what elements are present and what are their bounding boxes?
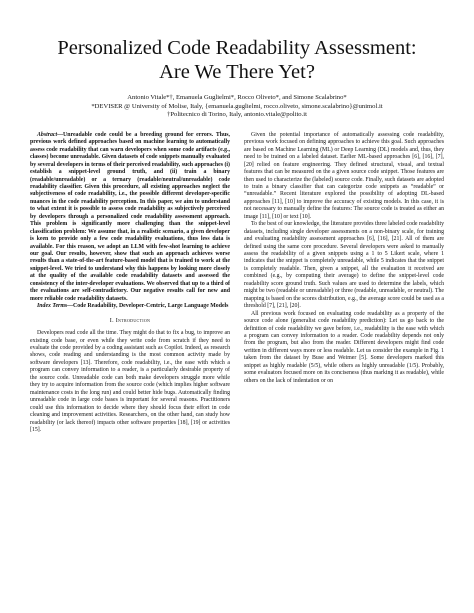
right-paragraph-3: All previous work focused on evaluating code readability as a property of the source code alone (generalist code readability prediction): Let us go back to the definition of code readability we gave before, i.e., readability is the ease with which a program can convey information to a reader. Code readability depends not only from the program, but also from the reader. Different developers might find code written in different ways more or less readable. Let us consider the example in Fig. 1 taken from the dataset by Buse and Weimer [5]. Some developers marked this snippet as highly readable (5/5), while others as highly unreadable (1/5). Probably, some evaluators focused more on its conciseness (thus marking it as readable), while others on the lack of indentation or on	[244, 310, 444, 384]
abstract-lead: Abstract	[37, 131, 58, 138]
author-names: Antonio Vitale*†, Emanuela Guglielmi*, Rocco Oliveto*, and Simone Scalabrino*	[127, 94, 347, 101]
intro-paragraph-1: Developers read code all the time. They might do that to fix a bug, to improve an existing code base, or even while they write code from scratch if they need to evaluate the code provided by a coding assistant such as Copilot. Indeed, as research shows, code reading and understanding is the most common activity made by software developers [13]. Therefore, code readability, i.e., the ease with which a program can convey information to a reader, is a particularly desirable property of the source code. Unreadable code can both make developers struggle more while they try to acquire information from the source code (which implies higher software maintenance costs in the long run) and could better hide bugs. Automatically finding unreadable code in large code bases is important for several reasons. Practitioners could use this information to decide where they should focus their effort in code cleaning and improvement activities. Researchers, on the other hand, can study how readability (or lack thereof) impacts other software properties [18], [19] or activities [15].	[30, 330, 230, 433]
index-terms	[30, 303, 230, 310]
affiliation-2: †Politecnico di Torino, Italy, antonio.vitale@polito.it	[167, 111, 307, 119]
affiliation-1: *DEVISER @ University of Molise, Italy, {emanuela.guglielmi, rocco.oliveto, simone.scalabrino}@unimol.it	[91, 102, 383, 110]
two-column-body	[30, 132, 444, 435]
abstract-text: —Unreadable code could be a breeding ground for errors. Thus, previous work defined approaches based on machine learning to automatically assess code readability that can warn developers when some code artifacts (e.g., classes) become unreadable. Given datasets of code snippets manually evaluated by several developers in terms of their perceived readability, such approaches (i) establish a snippet-level ground truth, and (ii) train a binary (readable/unreadable) or a ternary (readable/neutral/unreadable) code readability classifier. Given this procedure, all existing approaches neglect the subjectiveness of code readability, i.e., the possible different developer-specific nuances in the code readability perception. In this paper, we aim to understand to what extent it is possible to assess code readability as subjectively perceived by developers through a personalized code readability assessment approach. This problem is significantly more challenging than the snippet-level classification problem: We assume that, in a realistic scenario, a given developer is keen to provide only a few code readability evaluations, thus less data is available. For this reason, we adopt an LLM with few-shot learning to achieve our goal. Our results, however, show that such an approach achieves worse results than a state-of-the-art feature-based model that is trained to work at the snippet-level. We tried to understand why this happens by looking more closely at the quality of the available code readability datasets and assessed the consistency of the inter-developer evaluations. We observed that up to a third of the evaluations are self-contradictory. Our negative results call for new and more reliable code readability datasets.	[30, 131, 230, 302]
right-column	[244, 132, 444, 435]
left-column	[30, 132, 230, 435]
abstract	[30, 132, 230, 303]
right-paragraph-2: To the best of our knowledge, the literature provides three labeled code readability datasets, including single developer assessments on a non-binary scale, for training and evaluating readability assessment approaches [6], [16], [21]. All of them are defined using the same core procedure. Several developers were asked to manually assess the readability of a given snippets using a 1 to 5 Likert scale, where 1 indicates that the snippet is completely unreadable, while 5 indicates that the snippet is completely readable. Then, given a snippet, all the evaluation it received are combined (e.g., by computing their average) to define the snippet-level code readability score ground truth. Such values are used to determine the labels, which might be two (readable or unreadable) or three (readable, unreadable, or neutral). The mapping is based on the scores distribution, e.g., the average score could be used as a threshold [7], [21], [20].	[244, 221, 444, 310]
author-block	[30, 94, 444, 120]
index-terms-text: —Code Readability, Developer-Centric, Large Language Models	[67, 303, 229, 310]
paper-title	[30, 36, 444, 84]
index-terms-lead: Index Terms	[37, 303, 68, 310]
right-paragraph-1: Given the potential importance of automatically assessing code readability, previous work focused on defining approaches to achieve this goal. Such approaches are based on Machine Learning (ML) or Deep Learning (DL) models and, thus, they need to be trained on a labeled dataset. Earlier ML-based approaches [6], [16], [7], [20] relied on feature engineering. They defined structural, visual, and textual features that can be measured on the a given source code snippet. Those features are then used to characterize the (labeled) source code. Finally, such datasets are adopted to train a binary classifier that can categorize code snippets as “readable” or “unreadable.” Recent literature explored the possibility of adopting DL-based approaches [11], [10] to improve the accuracy of existing models. In this case, it is not necessary to manually define the features: The source code is treated as either an image [11], [10] or text [10].	[244, 131, 444, 220]
title-line-1: Personalized Code Readability Assessment:	[57, 37, 417, 59]
section-heading-introduction: I. Introduction	[109, 317, 151, 324]
title-line-2: Are We There Yet?	[159, 61, 315, 83]
